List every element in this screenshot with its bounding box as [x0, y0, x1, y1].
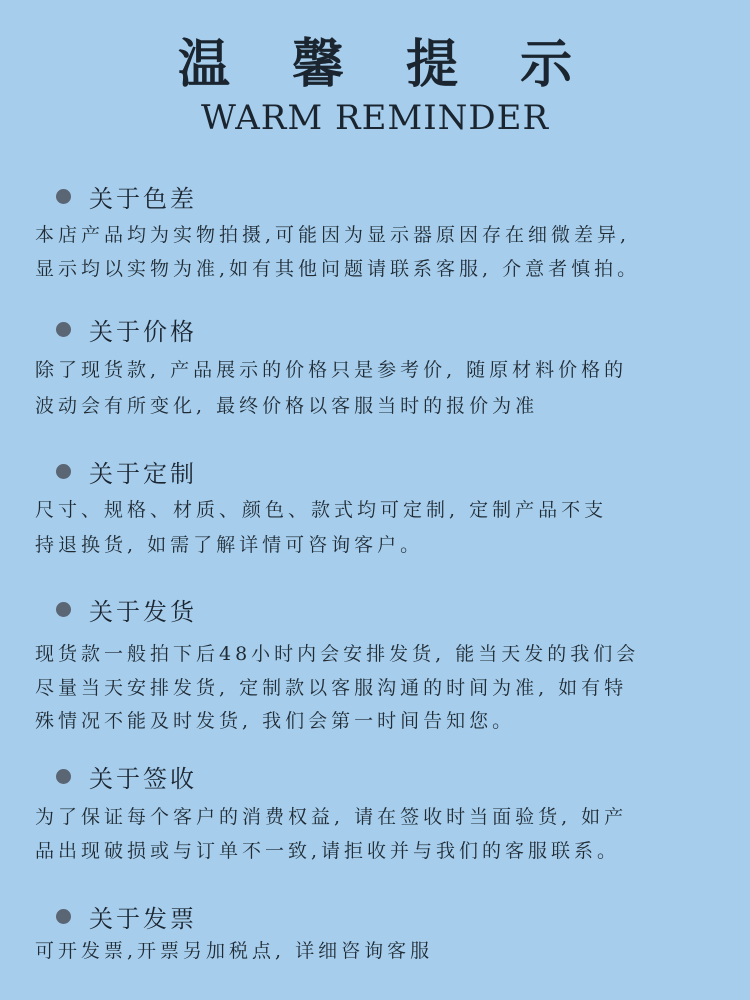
- section-heading-text: 关于发货: [89, 597, 197, 626]
- bullet-icon: [56, 602, 71, 617]
- section-heading: [56, 760, 197, 792]
- bullet-icon: [56, 189, 71, 204]
- section-heading-text: 关于发票: [89, 904, 197, 933]
- section-body-line: 本店产品均为实物拍摄,可能因为显示器原因存在细微差异,: [35, 224, 631, 246]
- section-body-line: 品出现破损或与订单不一致,请拒收并与我们的客服联系。: [35, 840, 621, 862]
- section-heading: [56, 180, 197, 212]
- section-heading: [56, 313, 197, 345]
- section-body-line: 除了现货款, 产品展示的价格只是参考价, 随原材料价格的: [35, 359, 628, 381]
- section-body-line: 尺寸、规格、材质、颜色、款式均可定制, 定制产品不支: [35, 499, 608, 521]
- bullet-icon: [56, 769, 71, 784]
- section-heading-text: 关于签收: [89, 764, 197, 793]
- section-body-line: 尽量当天安排发货, 定制款以客服沟通的时间为准, 如有特: [35, 677, 628, 699]
- section-body-line: 为了保证每个客户的消费权益, 请在签收时当面验货, 如产: [35, 806, 628, 828]
- page-title: 温 馨 提 示: [177, 35, 595, 95]
- section-body-line: 殊情况不能及时发货, 我们会第一时间告知您。: [35, 710, 516, 732]
- page-subtitle: WARM REMINDER: [200, 98, 550, 138]
- section-heading: [56, 900, 197, 932]
- section-body-line: 显示均以实物为准,如有其他问题请联系客服, 介意者慎拍。: [35, 258, 641, 280]
- section-body-line: 可开发票,开票另加税点, 详细咨询客服: [35, 940, 434, 962]
- bullet-icon: [56, 909, 71, 924]
- section-heading-text: 关于色差: [89, 184, 197, 213]
- section-heading-text: 关于价格: [89, 317, 197, 346]
- section-body-line: 现货款一般拍下后48小时内会安排发货, 能当天发的我们会: [35, 643, 640, 665]
- section-heading-text: 关于定制: [89, 459, 197, 488]
- section-body-line: 波动会有所变化, 最终价格以客服当时的报价为准: [35, 395, 539, 417]
- bullet-icon: [56, 464, 71, 479]
- bullet-icon: [56, 322, 71, 337]
- section-heading: [56, 593, 197, 625]
- section-body-line: 持退换货, 如需了解详情可咨询客户。: [35, 534, 424, 556]
- section-heading: [56, 455, 197, 487]
